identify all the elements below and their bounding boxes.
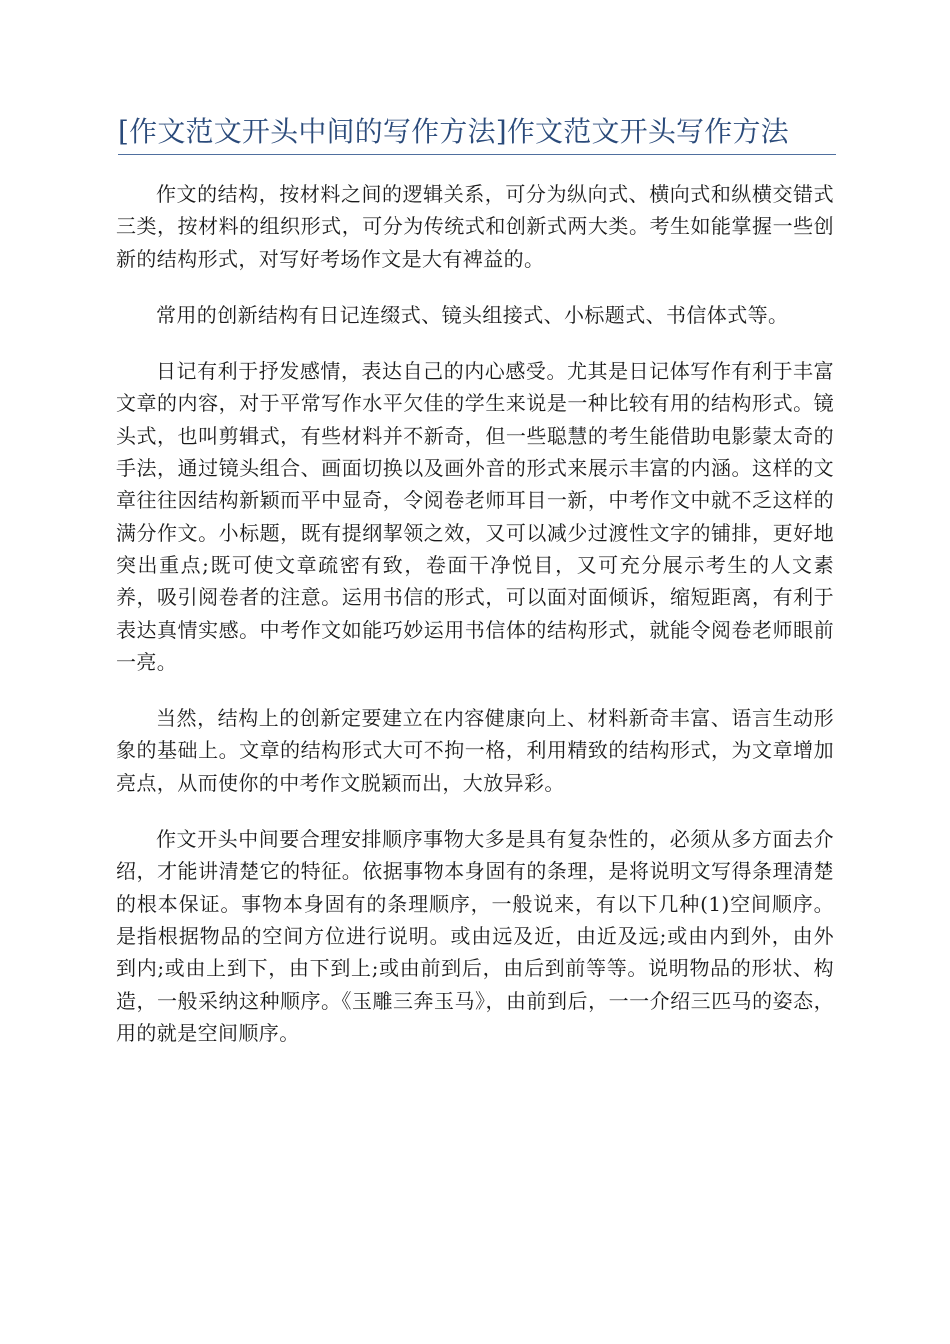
document-body <box>116 178 834 1073</box>
title-underline <box>118 154 836 155</box>
paragraph-1: 作文的结构，按材料之间的逻辑关系，可分为纵向式、横向式和纵横交错式三类，按材料的组织形式，可分为传统式和创新式两大类。考生如能掌握一些创新的结构形式，对写好考场作文是大有裨益的。 <box>116 182 834 271</box>
paragraph-3: 日记有利于抒发感情，表达自己的内心感受。尤其是日记体写作有利于丰富文章的内容，对于平常写作水平欠佳的学生来说是一种比较有用的结构形式。镜头式，也叫剪辑式，有些材料并不新奇，但一些聪慧的考生能借助电影蒙太奇的手法，通过镜头组合、画面切换以及画外音的形式来展示丰富的内涵。这样的文章往往因结构新颖而平中显奇，令阅卷老师耳目一新，中考作文中就不乏这样的满分作文。小标题，既有提纲挈领之效，又可以减少过渡性文字的铺排，更好地突出重点;既可使文章疏密有致，卷面干净悦目，又可充分展示考生的人文素养，吸引阅卷者的注意。运用书信的形式，可以面对面倾诉，缩短距离，有利于表达真情实感。中考作文如能巧妙运用书信体的结构形式，就能令阅卷老师眼前一亮。 <box>116 359 834 674</box>
paragraph-2: 常用的创新结构有日记连缀式、镜头组接式、小标题式、书信体式等。 <box>156 302 789 327</box>
paragraph-5: 作文开头中间要合理安排顺序事物大多是具有复杂性的，必须从多方面去介绍，才能讲清楚它的特征。依据事物本身固有的条理，是将说明文写得条理清楚的根本保证。事物本身固有的条理顺序，一般说来，有以下几种(1)空间顺序。是指根据物品的空间方位进行说明。或由远及近，由近及远;或由内到外，由外到内;或由上到下，由下到上;或由前到后，由后到前等等。说明物品的形状、构造，一般采纳这种顺序。《玉雕三奔玉马》，由前到后，一一介绍三匹马的姿态，用的就是空间顺序。 <box>116 827 834 1045</box>
paragraph-4: 当然，结构上的创新定要建立在内容健康向上、材料新奇丰富、语言生动形象的基础上。文章的结构形式大可不拘一格，利用精致的结构形式，为文章增加亮点，从而使你的中考作文脱颖而出，大放异彩。 <box>116 706 834 795</box>
document-title: [作文范文开头中间的写作方法]作文范文开头写作方法 <box>118 115 789 148</box>
